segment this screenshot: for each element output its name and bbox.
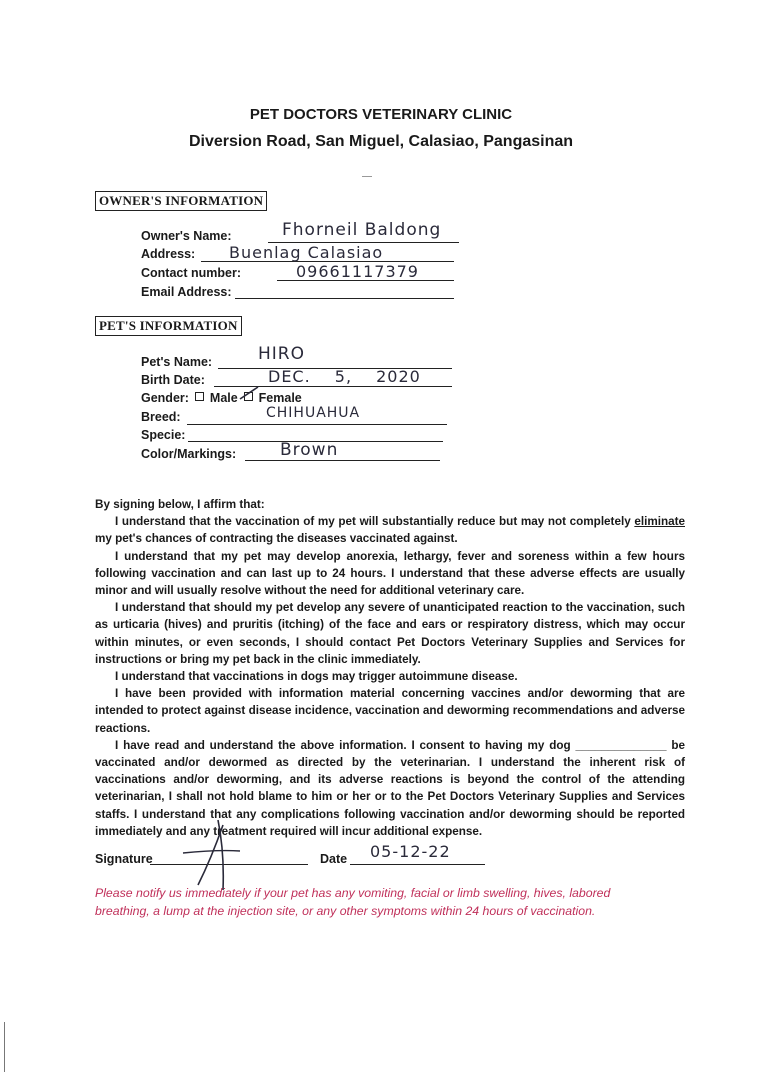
color-value[interactable]: Brown: [280, 440, 339, 460]
address-value[interactable]: Buenlag Calasiao: [229, 243, 384, 262]
color-line: [245, 460, 440, 461]
p6-text-post: be vaccinated and/or dewormed as directed by the veterinarian. I understand the inherent risk of vaccinations and/or deworming, and its adverse reactions is beyond the control of the attending veterinarian, I shall not hold blame to him or her or to the Pet Doctors Veterinary Supplies and Services staffs. I understand that any complications following vaccination and/or deworming should be reported immediately and any treatment required will incur additional expense.: [95, 738, 685, 838]
affirmation-text: [95, 496, 685, 840]
owner-name-value[interactable]: Fhorneil Baldong: [282, 220, 442, 240]
owner-section-title: OWNER'S INFORMATION: [95, 191, 267, 211]
date-line: [350, 864, 485, 865]
affirmation-paragraph-2: I understand that my pet may develop anorexia, lethargy, fever and soreness within a few hours following vaccination and can last up to 24 hours. I understand that these adverse effects are usually minor and will usually resolve without the need for additional veterinary care.: [95, 549, 685, 598]
p1-text-post: my pet's chances of contracting the diseases vaccinated against.: [95, 532, 458, 546]
p6-text-pre: I have read and understand the above information. I consent to having my dog ______________: [115, 738, 667, 752]
birth-date-value[interactable]: DEC. 5, 2020: [268, 367, 421, 386]
address-label: Address:: [141, 247, 196, 261]
vaccination-notice: Please notify us immediately if your pet has any vomiting, facial or limb swelling, hives, labored breathing, a lump at the injection site, or any other symptoms within 24 hours of vaccination.: [95, 886, 611, 918]
signature-label: Signature: [95, 852, 153, 866]
affirmation-paragraph-3: I understand that should my pet develop any severe of unanticipated reaction to the vaccination, such as urticaria (hives) and pruritis (itching) of the face and ears or respiratory distress, which may occur within minutes, or even seconds, I should contact Pet Doctors Veterinary Supplies and Services for instructions or bring my pet back in the clinic immediately.: [95, 601, 685, 666]
margin-mark: [4, 1022, 5, 1072]
gender-female-checkbox[interactable]: [244, 392, 253, 401]
gender-field: [141, 391, 302, 405]
gender-male-checkbox[interactable]: [195, 392, 204, 401]
owner-name-label: Owner's Name:: [141, 229, 232, 243]
breed-value[interactable]: CHIHUAHUA: [266, 405, 361, 421]
email-line: [235, 298, 454, 299]
signature-mark[interactable]: [178, 815, 258, 895]
gender-female-label: Female: [258, 391, 302, 405]
date-value[interactable]: 05-12-22: [370, 842, 451, 861]
email-label: Email Address:: [141, 285, 232, 299]
birth-date-label: Birth Date:: [141, 373, 205, 387]
affirmation-paragraph-5: I have been provided with information material concerning vaccines and/or deworming that are intended to protect against disease incidence, vaccination and deworming recommendations and adverse reactions.: [95, 687, 685, 735]
check-mark-icon: [238, 385, 260, 403]
contact-label: Contact number:: [141, 266, 241, 280]
affirmation-paragraph-1: [95, 513, 685, 547]
pet-section-title: PET'S INFORMATION: [95, 316, 242, 336]
pet-name-label: Pet's Name:: [141, 355, 213, 369]
p1-text-pre: I understand that the vaccination of my pet will substantially reduce but may not completely: [115, 515, 635, 529]
clinic-name: PET DOCTORS VETERINARY CLINIC: [249, 106, 513, 123]
affirmation-paragraph-4: I understand that vaccinations in dogs may trigger autoimmune disease.: [115, 670, 518, 684]
breed-line: [187, 424, 447, 425]
gender-label: Gender:: [141, 391, 189, 405]
date-label: Date: [320, 852, 348, 866]
color-label: Color/Markings:: [141, 447, 237, 461]
gender-male-label: Male: [209, 391, 238, 405]
p1-underlined-word: eliminate: [634, 515, 685, 529]
contact-value[interactable]: 09661117379: [296, 262, 419, 281]
specie-label: Specie:: [141, 428, 186, 442]
pet-name-value[interactable]: HIRO: [258, 344, 305, 364]
dash-mark: [362, 176, 372, 177]
clinic-address: Diversion Road, San Miguel, Calasiao, Pangasinan: [188, 133, 574, 150]
affirmation-lead: By signing below, I affirm that:: [95, 498, 265, 511]
breed-label: Breed:: [141, 410, 181, 424]
